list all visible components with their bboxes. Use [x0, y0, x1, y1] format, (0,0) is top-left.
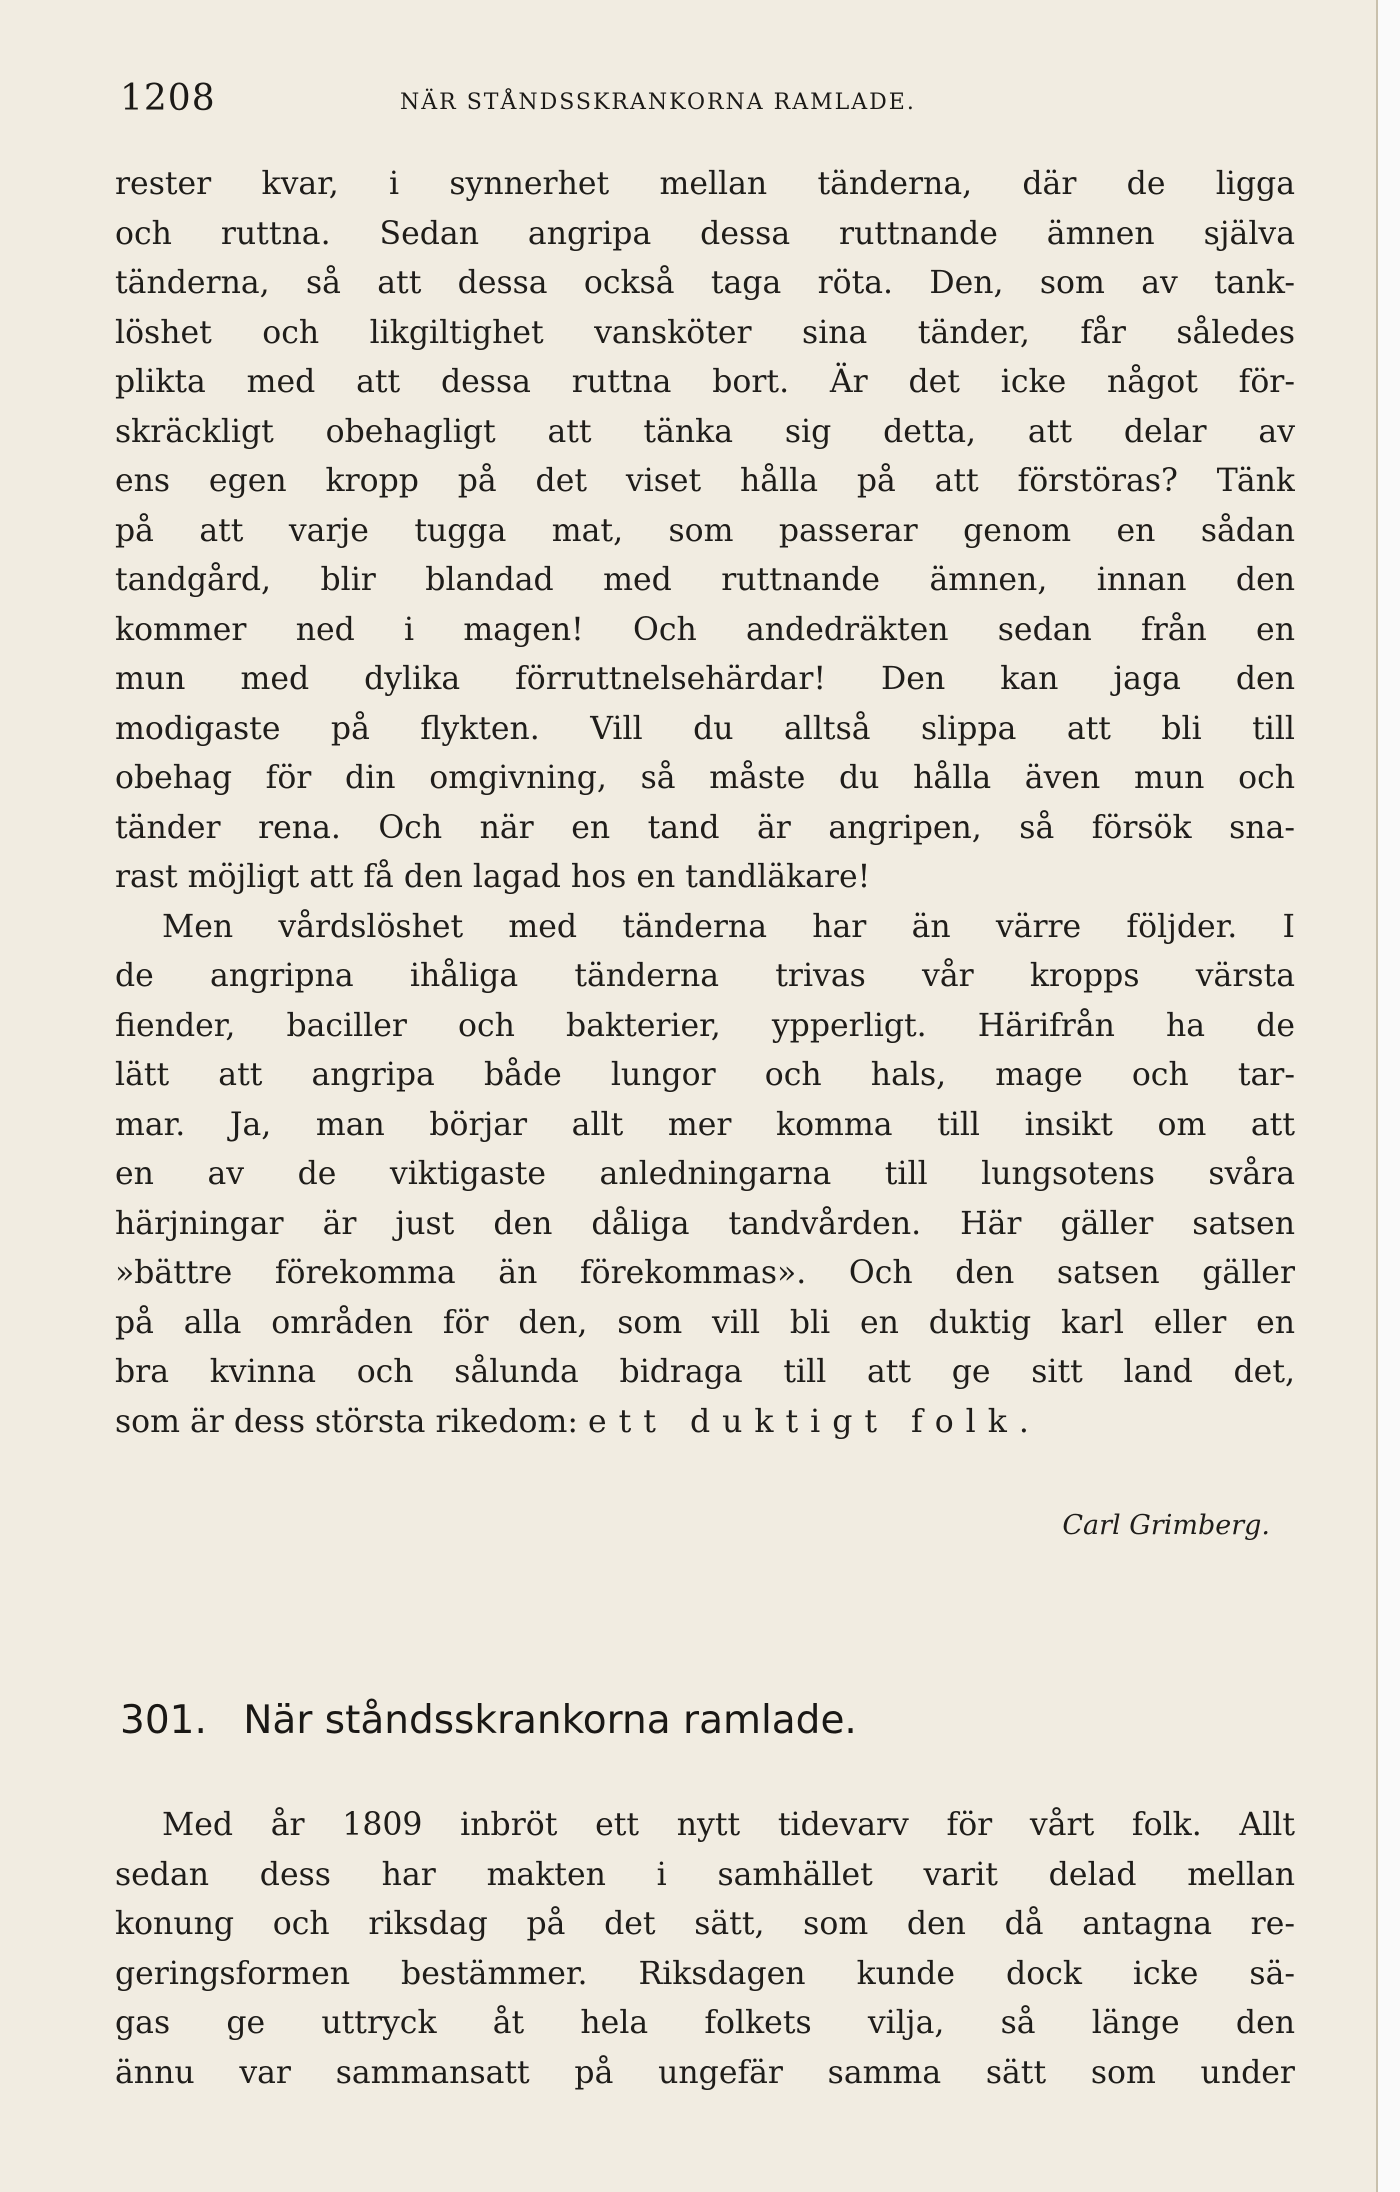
page-margin [1378, 0, 1400, 2192]
section-title: När ståndsskrankorna ramlade. [243, 1698, 857, 1743]
text-line: ens egen kropp på det viset hålla på att förstöras? Tänk [115, 463, 1295, 499]
text-line: ännu var sammansatt på ungefär samma sätt som under [115, 2054, 1295, 2091]
text-line: lätt att angripa både lungor och hals, mage och tar- [115, 1057, 1295, 1093]
text-line: på alla områden för den, som vill bli en duktig karl eller en [115, 1304, 1295, 1341]
text-line: rester kvar, i synnerhet mellan tänderna, där de ligga [115, 166, 1295, 202]
final-text-line [115, 1398, 1295, 1448]
text-line: modigaste på flykten. Vill du alltså slippa att bli till [115, 710, 1295, 747]
page-number: 1208 [120, 78, 216, 119]
text-line: Med år 1809 inbröt ett nytt tidevarv för vårt folk. Allt [162, 1807, 1295, 1843]
text-line: och ruttna. Sedan angripa dessa ruttnande ämnen själva [115, 215, 1295, 252]
text-line: konung och riksdag på det sätt, som den då antagna re- [115, 1906, 1295, 1942]
text-line: plikta med att dessa ruttna bort. Är det icke något för- [115, 364, 1295, 400]
text-line: skräckligt obehagligt att tänka sig detta, att delar av [115, 413, 1295, 450]
text-line: »bättre förekomma än förekommas». Och den satsen gäller [115, 1255, 1295, 1291]
text-line: rast möjligt att få den lagad hos en tandläkare! [115, 859, 871, 895]
text-line: en av de viktigaste anledningarna till lungsotens svåra [115, 1156, 1295, 1192]
text-line: tandgård, blir blandad med ruttnande ämnen, innan den [115, 562, 1295, 598]
text-line: de angripna ihåliga tänderna trivas vår kropps värsta [115, 958, 1295, 994]
text-line: löshet och likgiltighet vansköter sina tänder, får således [115, 314, 1295, 351]
text-line: härjningar är just den dåliga tandvården. Här gäller satsen [115, 1205, 1295, 1242]
text-line: fiender, baciller och bakterier, ypperligt. Härifrån ha de [115, 1007, 1295, 1044]
section-number: 301. [120, 1698, 207, 1743]
section-text [115, 1801, 1295, 2098]
text-line: kommer ned i magen! Och andedräkten sedan från en [115, 611, 1295, 648]
emphasized-phrase: ett duktigt folk. [587, 1403, 1041, 1440]
text-line: på att varje tugga mat, som passerar genom en sådan [115, 512, 1295, 549]
text-line: tänder rena. Och när en tand är angripen, så försök sna- [115, 809, 1295, 846]
text-line: tänderna, så att dessa också taga röta. Den, som av tank- [115, 265, 1295, 301]
text-line: geringsformen bestämmer. Riksdagen kunde dock icke sä- [115, 1955, 1295, 1992]
text-line: gas ge uttryck åt hela folkets vilja, så länge den [115, 2005, 1295, 2041]
section-heading [120, 1698, 1300, 1743]
text-line: bra kvinna och sålunda bidraga till att ge sitt land det, [115, 1354, 1295, 1390]
page-header [120, 78, 1300, 128]
text-line: mar. Ja, man börjar allt mer komma till insikt om att [115, 1106, 1295, 1143]
article-text [115, 160, 1295, 1447]
running-title: NÄR STÅNDSSKRANKORNA RAMLADE. [400, 90, 916, 115]
text-line: Men vårdslöshet med tänderna har än värre följder. I [162, 908, 1295, 945]
text-line: sedan dess har makten i samhället varit delad mellan [115, 1856, 1295, 1893]
final-line-start: som är dess största rikedom: [115, 1403, 578, 1440]
text-line: mun med dylika förruttnelsehärdar! Den kan jaga den [115, 661, 1295, 697]
author-signature: Carl Grimberg. [1062, 1510, 1270, 1541]
text-line: obehag för din omgivning, så måste du hålla även mun och [115, 760, 1295, 796]
